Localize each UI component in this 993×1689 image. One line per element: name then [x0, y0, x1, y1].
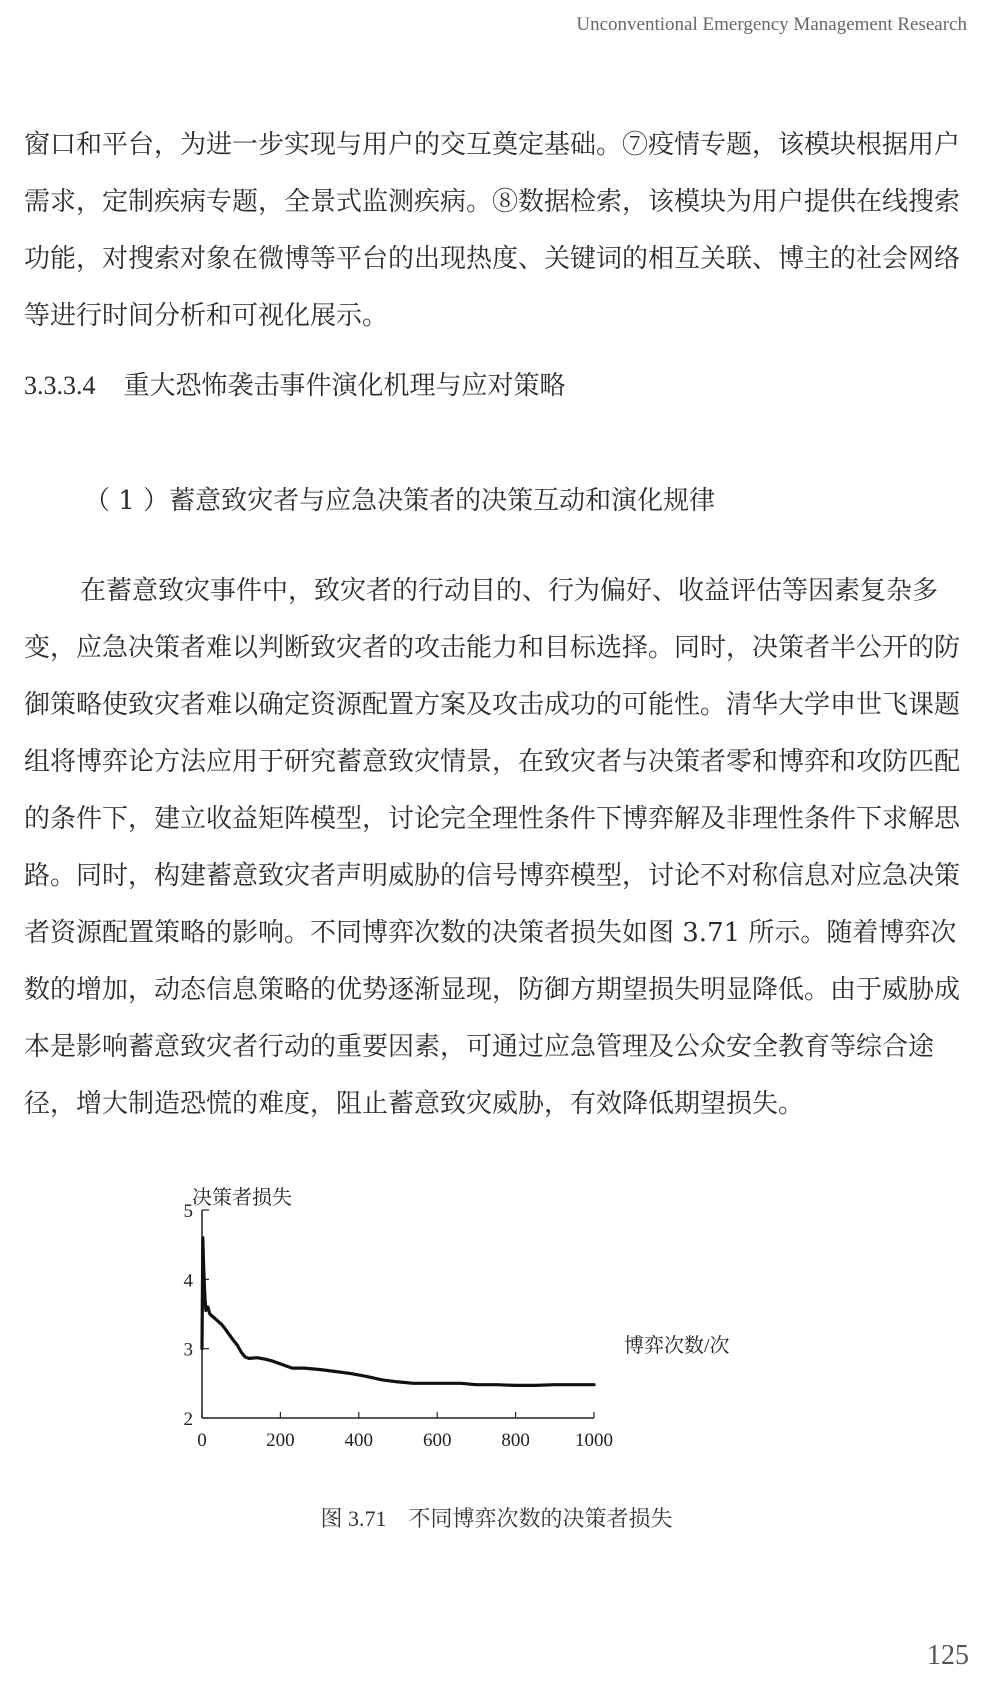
body-paragraph-2: 在蓄意致灾事件中，致灾者的行动目的、行为偏好、收益评估等因素复杂多变，应急决策者难以判断致灾者的攻击能力和目标选择。同时，决策者半公开的防御策略使致灾者难以确定资源配置方案及攻击成功的可能性。清华大学申世飞课题组将博弈论方法应用于研究蓄意致灾情景，在致灾者与决策者零和博弈和攻防匹配的条件下，建立收益矩阵模型，讨论完全理性条件下博弈解及非理性条件下求解思路。同时，构建蓄意致灾者声明威胁的信号博弈模型，讨论不对称信息对应急决策者资源配置策略的影响。不同博弈次数的决策者损失如图 3.71 所示。随着博弈次数的增加，动态信息策略的优势逐渐显现，防御方期望损失明显降低。由于威胁成本是影响蓄意致灾者行动的重要因素，可通过应急管理及公众安全教育等综合途径，增大制造恐慌的难度，阻止蓄意致灾威胁，有效降低期望损失。	[24, 576, 961, 1119]
x-tick-label: 200	[266, 1430, 295, 1451]
y-tick-label: 4	[183, 1270, 193, 1292]
section-title: 重大恐怖袭击事件演化机理与应对策略	[123, 371, 566, 401]
chart-series	[202, 1238, 594, 1386]
line-chart	[180, 1182, 780, 1522]
x-tick-label: 0	[197, 1430, 207, 1451]
section-number: 3.3.3.4	[24, 371, 96, 400]
y-tick-label: 5	[183, 1201, 193, 1222]
x-axis-label: 博弈次数/次	[624, 1335, 730, 1357]
page-number: 125	[927, 1640, 969, 1671]
body-paragraph-1: 窗口和平台，为进一步实现与用户的交互奠定基础。⑦疫情专题，该模块根据用户需求，定制疾病专题，全景式监测疾病。⑧数据检索，该模块为用户提供在线搜索功能，对搜索对象在微博等平台的出现热度、关键词的相互关联、博主的社会网络等进行时间分析和可视化展示。	[24, 130, 961, 331]
x-tick-label: 400	[344, 1430, 374, 1451]
y-axis-label: 决策者损失	[192, 1187, 292, 1209]
subsection-heading: （ 1 ）蓄意致灾者与应急决策者的决策互动和演化规律	[84, 486, 716, 516]
y-tick-label: 3	[183, 1339, 193, 1361]
figure-chart	[180, 1182, 780, 1522]
figure-number: 图 3.71	[320, 1506, 387, 1531]
x-tick-label: 1000	[575, 1430, 613, 1451]
x-tick-label: 800	[501, 1430, 530, 1451]
y-tick-label: 2	[183, 1409, 193, 1430]
section-heading	[24, 366, 566, 406]
series-line	[202, 1238, 594, 1386]
x-tick-label: 600	[422, 1430, 452, 1451]
y-axis-ticks	[184, 1201, 210, 1430]
figure-caption-text: 不同博弈次数的决策者损失	[408, 1507, 673, 1532]
running-header: Unconventional Emergency Management Research	[576, 14, 967, 35]
figure-caption	[0, 1502, 993, 1533]
